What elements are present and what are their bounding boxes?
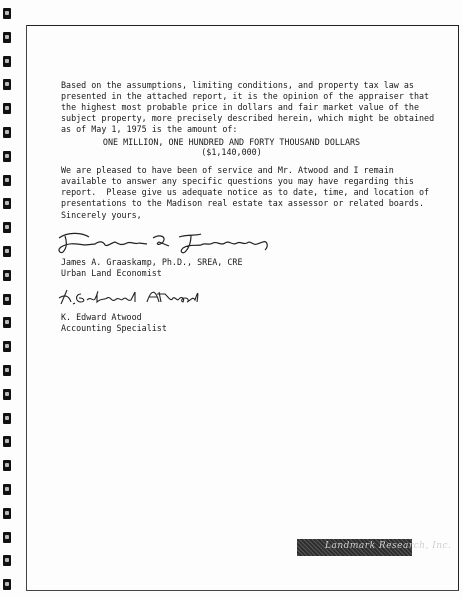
page-frame-top <box>26 25 459 26</box>
binding-holes <box>3 0 15 599</box>
binding-hole <box>3 198 11 209</box>
binding-hole <box>3 294 11 305</box>
signatory-2-name: K. Edward Atwood <box>61 312 142 322</box>
binding-hole <box>3 317 11 328</box>
binding-hole <box>3 508 11 519</box>
binding-hole <box>3 270 11 281</box>
binding-hole <box>3 413 11 424</box>
service-paragraph: We are pleased to have been of service and Mr. Atwood and I remain available to answer any specific questions you may have regarding this report. Please give us adequate notice as to date, time, and location of presentations to the Madison real estate tax assessor or related boards. <box>61 165 430 208</box>
binding-hole <box>3 56 11 67</box>
binding-hole <box>3 32 11 43</box>
binding-hole <box>3 532 11 543</box>
binding-hole <box>3 246 11 257</box>
binding-hole <box>3 8 11 19</box>
signatory-1-name: James A. Graaskamp, Ph.D., SREA, CRE <box>61 257 243 267</box>
page-frame-left <box>26 25 27 591</box>
company-stamp <box>297 539 452 556</box>
binding-hole <box>3 436 11 447</box>
stamp-text: Landmark Research, Inc. <box>325 541 452 551</box>
binding-hole <box>3 555 11 566</box>
page-frame-right <box>458 25 459 591</box>
binding-hole <box>3 484 11 495</box>
binding-hole <box>3 222 11 233</box>
signatory-2-title: Accounting Specialist <box>61 323 167 333</box>
opinion-paragraph: Based on the assumptions, limiting conditions, and property tax law as presented in the attached report, it is the opinion of the appraiser that the highest most probable price in dollars and fair market value of the subject property, more precisely described herein, which might be obtained as of May 1, 1975 is the amount of: <box>61 80 435 134</box>
atwood-signature <box>55 284 205 312</box>
signatory-1-title: Urban Land Economist <box>61 268 162 278</box>
binding-hole <box>3 341 11 352</box>
binding-hole <box>3 79 11 90</box>
graaskamp-signature <box>55 228 285 256</box>
binding-hole <box>3 103 11 114</box>
binding-hole <box>3 365 11 376</box>
binding-hole <box>3 175 11 186</box>
amount-in-figures: ($1,140,000) <box>201 147 262 157</box>
page-frame-bottom <box>26 590 459 591</box>
binding-hole <box>3 389 11 400</box>
binding-hole <box>3 579 11 590</box>
amount-in-words: ONE MILLION, ONE HUNDRED AND FORTY THOUSAND DOLLARS <box>102 137 361 147</box>
binding-hole <box>3 460 11 471</box>
closing-salutation: Sincerely yours, <box>61 210 142 220</box>
